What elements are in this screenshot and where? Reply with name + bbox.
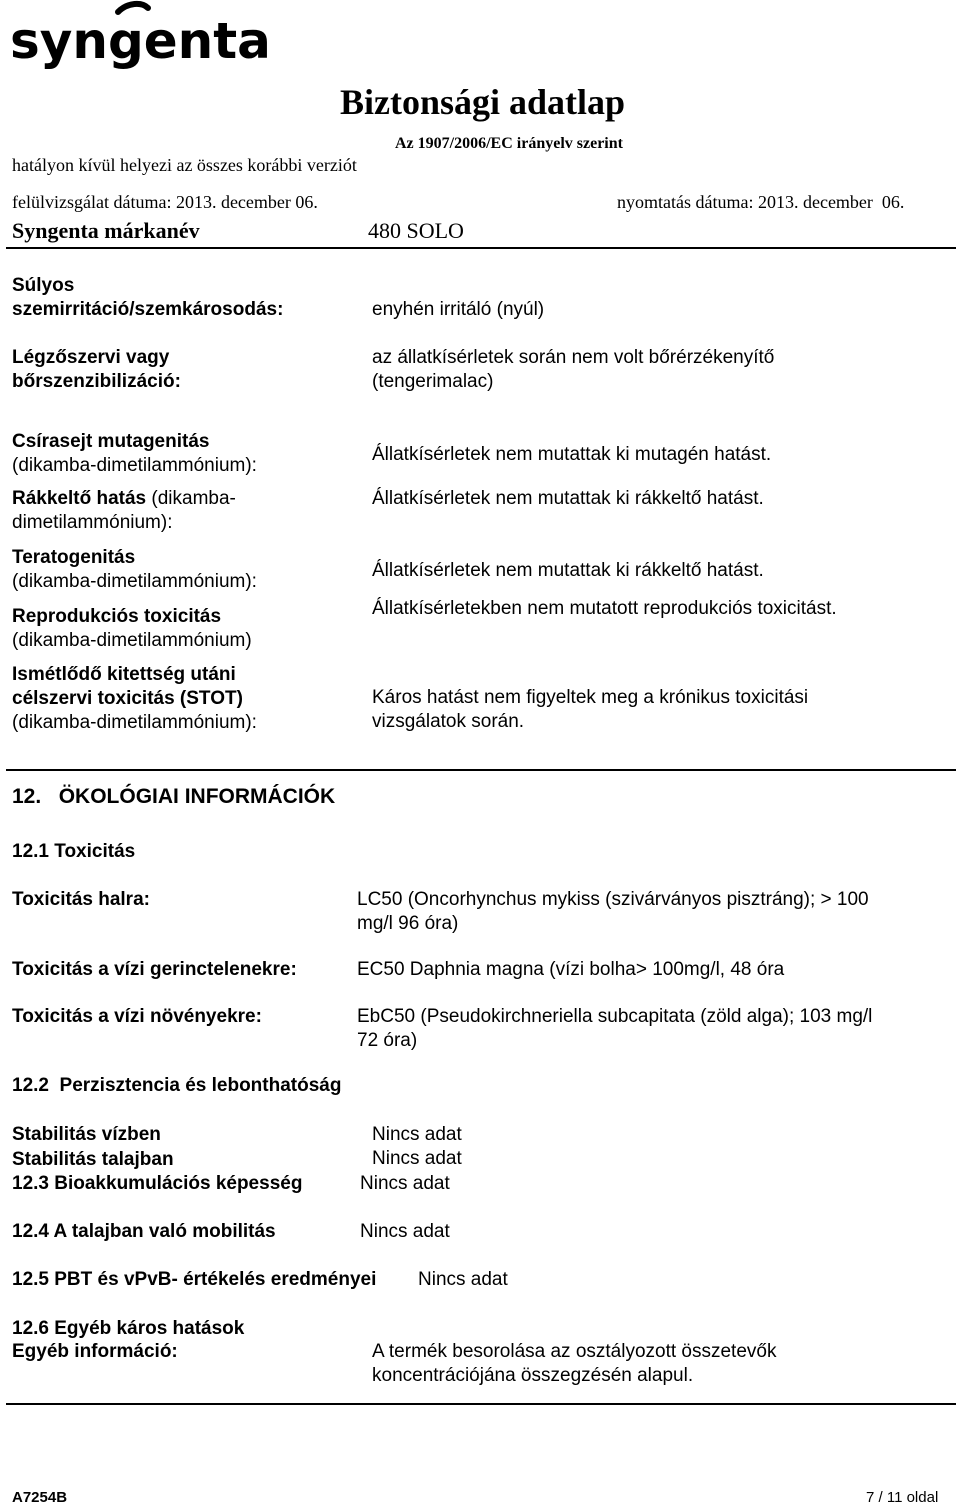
water-stability-value: Nincs adat xyxy=(372,1124,462,1145)
carcinogenicity-value: Állatkísérletek nem mutattak ki rákkeltő hatást. xyxy=(372,488,764,509)
footer-divider xyxy=(6,1403,956,1405)
soil-mobility-value: Nincs adat xyxy=(360,1221,450,1242)
reproductive-toxicity-label-bold: Reprodukciós toxicitás xyxy=(12,606,222,627)
sensitization-value: az állatkísérletek során nem volt bőrérzékenyítő (tengerimalac) xyxy=(372,347,775,392)
carcinogenicity-label-substance: (dikamba- dimetilammónium): xyxy=(12,488,236,533)
print-date: nyomtatás dátuma: 2013. december 06. xyxy=(617,192,905,212)
sensitization-label: Légzőszervi vagy bőrszenzibilizáció: xyxy=(12,347,181,392)
soil-mobility-label: 12.4 A talajban való mobilitás xyxy=(12,1221,276,1242)
stot-value: Káros hatást nem figyeltek meg a krónikus toxicitási vizsgálatok során. xyxy=(372,687,809,732)
teratogenicity-value: Állatkísérletek nem mutattak ki rákkeltő hatást. xyxy=(372,560,764,581)
soil-stability-label: Stabilitás talajban xyxy=(12,1149,174,1170)
section-12-6-title: 12.6 Egyéb káros hatások xyxy=(12,1318,245,1339)
plant-toxicity-label: Toxicitás a vízi növényekre: xyxy=(12,1006,262,1027)
water-stability-label: Stabilitás vízben xyxy=(12,1124,161,1145)
reproductive-toxicity-label-substance: (dikamba-dimetilammónium) xyxy=(12,630,252,651)
soil-stability-value: Nincs adat xyxy=(372,1148,462,1169)
section-12-2-title: 12.2 Perzisztencia és lebonthatóság xyxy=(12,1075,342,1096)
other-information-label: Egyéb információ: xyxy=(12,1341,178,1362)
stot-label-bold: Ismétlődő kitettség utáni célszervi toxicitás (STOT) xyxy=(12,664,243,709)
pbt-assessment-value: Nincs adat xyxy=(418,1269,508,1290)
pbt-assessment-label: 12.5 PBT és vPvB- értékelés eredményei xyxy=(12,1269,377,1290)
fish-toxicity-label: Toxicitás halra: xyxy=(12,889,150,910)
section-12-divider xyxy=(6,769,956,771)
document-code: A7254B xyxy=(12,1489,68,1506)
teratogenicity-label xyxy=(12,546,257,594)
mutagenicity-label-substance: (dikamba-dimetilammónium): xyxy=(12,455,257,476)
other-information-value: A termék besorolása az osztályozott összetevők koncentrációjána összegzésén alapul. xyxy=(372,1341,777,1386)
stot-label xyxy=(12,663,257,735)
syngenta-logo xyxy=(10,0,271,70)
invertebrate-toxicity-label: Toxicitás a vízi gerinctelenekre: xyxy=(12,959,297,980)
eye-irritation-value: enyhén irritáló (nyúl) xyxy=(372,299,545,320)
supersedes-text: hatályon kívül helyezi az összes korábbi verziót xyxy=(12,155,357,175)
carcinogenicity-label xyxy=(12,487,302,535)
fish-toxicity-value: LC50 (Oncorhynchus mykiss (szivárványos pisztráng); > 100 mg/l 96 óra) xyxy=(357,889,869,934)
bioaccumulation-value: Nincs adat xyxy=(360,1173,450,1194)
eye-irritation-label: Súlyos szemirritáció/szemkárosodás: xyxy=(12,275,284,320)
directive-text: Az 1907/2006/EC irányelv szerint xyxy=(395,135,623,152)
page-number: 7 / 11 oldal xyxy=(866,1489,939,1506)
bioaccumulation-label: 12.3 Bioakkumulációs képesség xyxy=(12,1173,303,1194)
header-divider xyxy=(6,247,956,249)
brand-label: Syngenta márkanév xyxy=(12,218,200,243)
carcinogenicity-label-bold: Rákkeltő hatás xyxy=(12,488,147,509)
product-name: 480 SOLO xyxy=(368,218,464,243)
teratogenicity-label-bold: Teratogenitás xyxy=(12,547,136,568)
reproductive-toxicity-label xyxy=(12,605,252,653)
mutagenicity-value: Állatkísérletek nem mutattak ki mutagén hatást. xyxy=(372,444,772,465)
section-12-title: 12. ÖKOLÓGIAI INFORMÁCIÓK xyxy=(12,785,336,808)
reproductive-toxicity-value: Állatkísérletekben nem mutatott reprodukciós toxicitást. xyxy=(372,598,837,619)
mutagenicity-label xyxy=(12,430,257,478)
section-12-1-title: 12.1 Toxicitás xyxy=(12,841,136,862)
teratogenicity-label-substance: (dikamba-dimetilammónium): xyxy=(12,571,257,592)
mutagenicity-label-bold: Csírasejt mutagenitás xyxy=(12,431,210,452)
document-title: Biztonsági adatlap xyxy=(340,82,626,122)
plant-toxicity-value: EbC50 (Pseudokirchneriella subcapitata (zöld alga); 103 mg/l 72 óra) xyxy=(357,1006,873,1051)
stot-label-substance: (dikamba-dimetilammónium): xyxy=(12,712,257,733)
svg-text:syngenta: syngenta xyxy=(10,12,271,70)
invertebrate-toxicity-value: EC50 Daphnia magna (vízi bolha> 100mg/l, 48 óra xyxy=(357,959,785,980)
revision-date: felülvizsgálat dátuma: 2013. december 06. xyxy=(12,192,318,212)
